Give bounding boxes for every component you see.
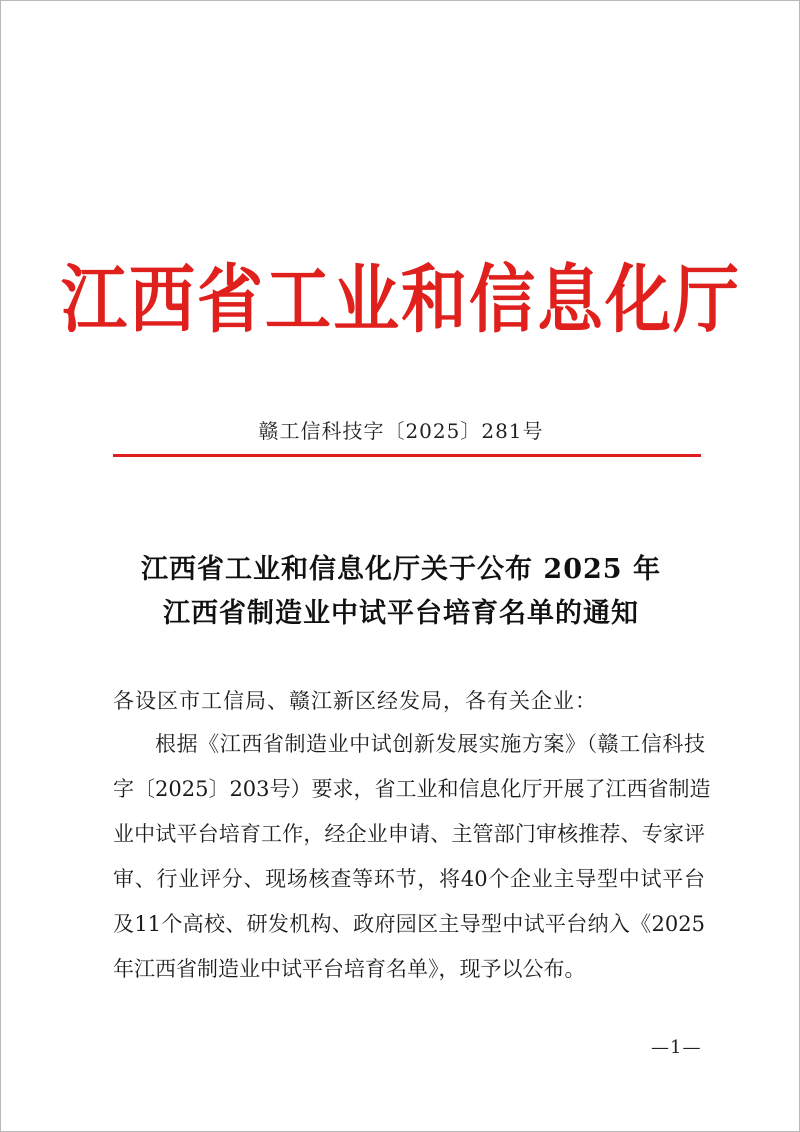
body-line: 业中试平台培育工作，经企业申请、主管部门审核推荐、专家评 xyxy=(113,822,705,846)
body-line: 审、行业评分、现场核查等环节，将40个企业主导型中试平台 xyxy=(113,867,705,891)
agency-title: 江西省工业和信息化厅 xyxy=(61,255,741,344)
red-divider-line xyxy=(113,454,701,457)
body-line: 及11个高校、研发机构、政府园区主导型中试平台纳入《2025 xyxy=(113,912,705,936)
page-number: —1— xyxy=(651,1037,702,1058)
body-line: 字〔2025〕203号）要求，省工业和信息化厅开展了江西省制造 xyxy=(113,777,711,801)
notice-title-line-2: 江西省制造业中试平台培育名单的通知 xyxy=(163,598,639,629)
salutation: 各设区市工信局、赣江新区经发局，各有关企业： xyxy=(113,689,597,713)
body-line: 年江西省制造业中试平台培育名单》，现予以公布。 xyxy=(113,957,586,981)
body-paragraph xyxy=(113,731,711,1001)
document-number: 赣工信科技字〔2025〕281号 xyxy=(258,419,544,443)
body-line: 根据《江西省制造业中试创新发展实施方案》（赣工信科技 xyxy=(155,732,705,756)
notice-title-line-1: 江西省工业和信息化厅关于公布 2025 年 xyxy=(141,554,661,585)
